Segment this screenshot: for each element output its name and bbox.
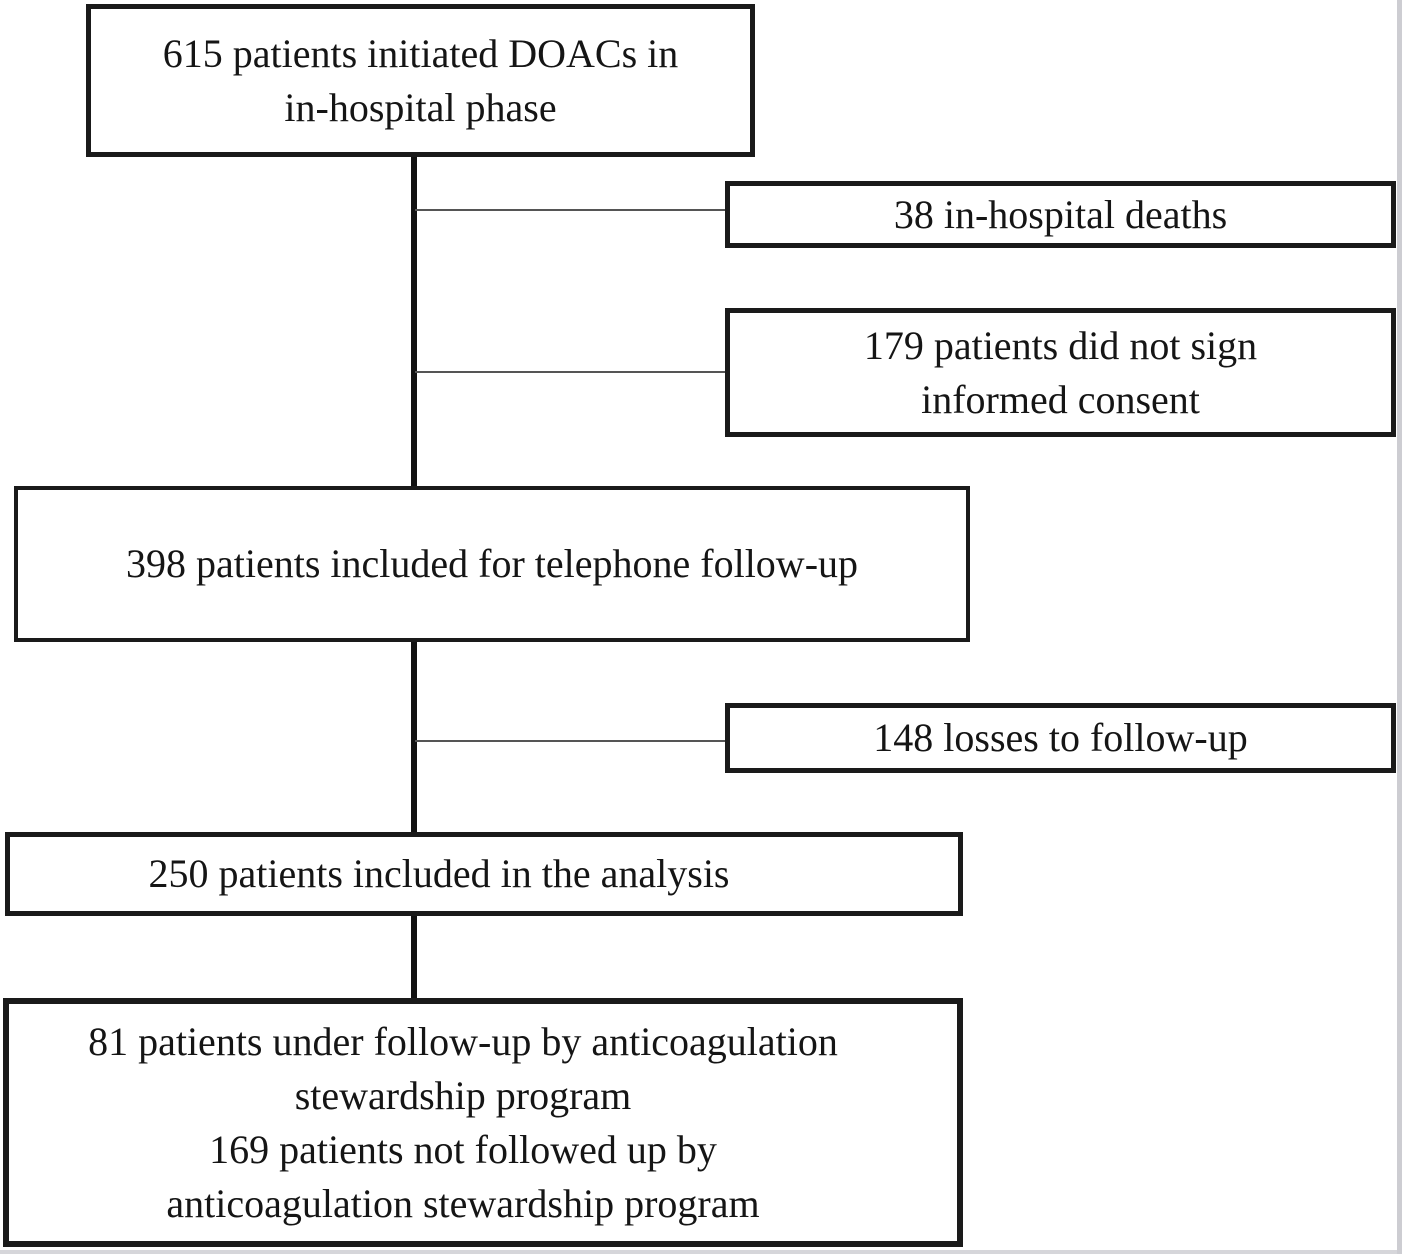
connector-branch-losses — [415, 740, 726, 742]
node-text-line: informed consent — [921, 376, 1200, 422]
node-included-in-analysis — [5, 832, 963, 916]
node-in-hospital-deaths — [725, 181, 1396, 248]
node-text-line: anticoagulation stewardship program — [166, 1180, 760, 1226]
connector-branch-no-consent — [415, 371, 726, 373]
node-text-line: 81 patients under follow-up by anticoagulation — [88, 1018, 838, 1064]
node-text-line: 148 losses to follow-up — [873, 715, 1248, 760]
node-no-informed-consent — [725, 308, 1396, 437]
node-text-line: 398 patients included for telephone follow-up — [125, 541, 859, 586]
node-text-line: 38 in-hospital deaths — [893, 191, 1228, 237]
connector-branch-deaths — [415, 209, 726, 211]
node-losses-to-followup — [725, 703, 1396, 773]
connector-trunk-middle — [411, 640, 417, 834]
node-text-line: in-hospital phase — [284, 84, 557, 130]
node-text-line: 169 patients not followed up by — [209, 1126, 717, 1172]
connector-trunk-top — [411, 157, 417, 488]
connector-trunk-bottom — [411, 914, 417, 1000]
node-stewardship-followup — [3, 998, 963, 1247]
node-initiated-doacs — [86, 4, 755, 157]
node-text-line: 179 patients did not sign — [863, 322, 1258, 368]
node-text-line: 615 patients initiated DOACs in — [162, 30, 679, 76]
node-text-line: 250 patients included in the analysis — [148, 851, 730, 896]
node-telephone-followup — [14, 486, 970, 642]
node-text-line: stewardship program — [294, 1072, 632, 1118]
